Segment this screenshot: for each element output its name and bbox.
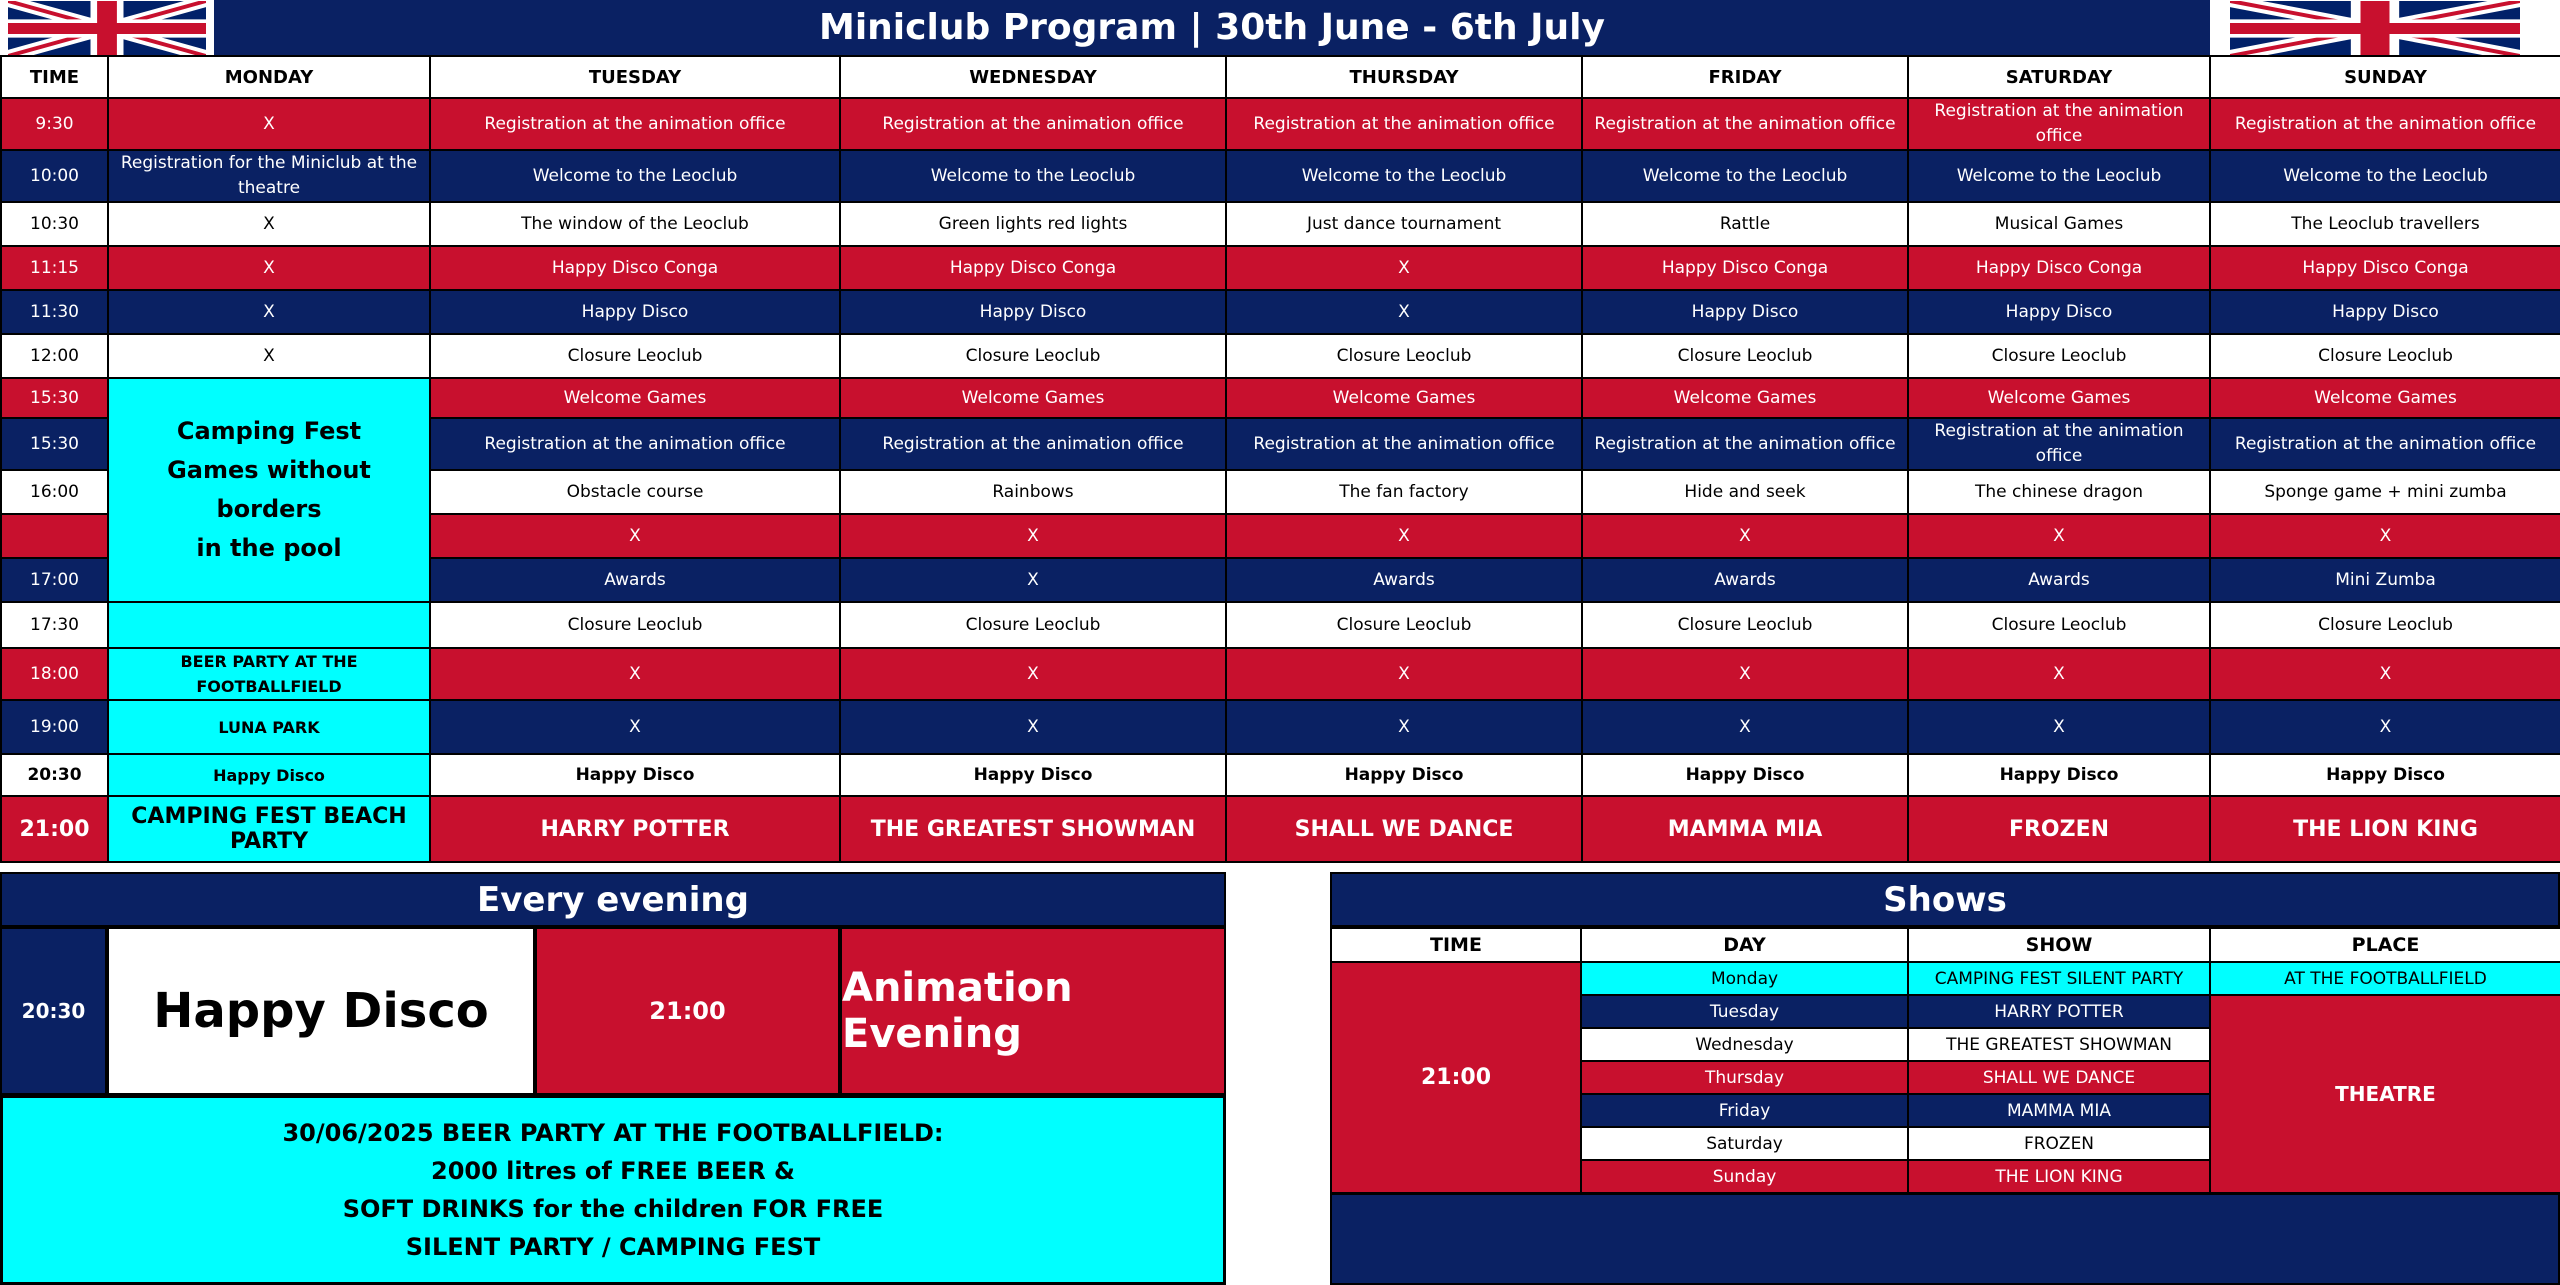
page-title: Miniclub Program | 30th June - 6th July — [214, 0, 2210, 55]
schedule-cell: Welcome to the Leoclub — [2210, 150, 2560, 202]
table-row — [1, 246, 2560, 290]
time-cell: 11:15 — [1, 246, 108, 290]
info-line: 30/06/2025 BEER PARTY AT THE FOOTBALLFIELD: — [282, 1119, 944, 1147]
camping-fest-line: Games without borders — [167, 456, 371, 523]
time-cell: 10:30 — [1, 202, 108, 246]
show-name: CAMPING FEST SILENT PARTY — [1908, 962, 2210, 995]
table-row — [1, 700, 2560, 754]
table-row — [1, 290, 2560, 334]
schedule-cell: Awards — [1908, 558, 2210, 602]
column-header: WEDNESDAY — [840, 56, 1226, 98]
schedule-cell: X — [1582, 514, 1908, 558]
uk-flag-icon — [2230, 1, 2520, 56]
weekly-schedule-table — [0, 55, 2560, 863]
show-day: Thursday — [1581, 1061, 1908, 1094]
schedule-cell: Welcome Games — [1226, 378, 1582, 418]
info-line: SOFT DRINKS for the children FOR FREE — [342, 1195, 884, 1223]
schedule-cell: SHALL WE DANCE — [1226, 796, 1582, 862]
schedule-cell: Happy Disco — [430, 754, 840, 796]
evening-label-1: Happy Disco — [107, 927, 535, 1095]
schedule-cell: Happy Disco — [1908, 754, 2210, 796]
schedule-cell: Happy Disco — [1582, 290, 1908, 334]
schedule-cell: Welcome to the Leoclub — [1582, 150, 1908, 202]
schedule-cell: Registration at the animation office — [2210, 418, 2560, 470]
shows-header-row — [1331, 928, 2560, 962]
info-line: SILENT PARTY / CAMPING FEST — [405, 1233, 821, 1261]
monday-cell: X — [108, 202, 430, 246]
schedule-cell: The Leoclub travellers — [2210, 202, 2560, 246]
schedule-cell: X — [430, 514, 840, 558]
time-cell: 20:30 — [1, 754, 108, 796]
every-evening-title: Every evening — [0, 872, 1226, 927]
schedule-cell: Happy Disco Conga — [1908, 246, 2210, 290]
schedule-cell: Awards — [430, 558, 840, 602]
schedule-cell: Happy Disco Conga — [2210, 246, 2560, 290]
schedule-cell: Welcome to the Leoclub — [1226, 150, 1582, 202]
evening-time-2: 21:00 — [535, 927, 840, 1095]
schedule-cell: Welcome to the Leoclub — [840, 150, 1226, 202]
table-row — [1, 202, 2560, 246]
schedule-cell: X — [1226, 648, 1582, 700]
schedule-cell: Obstacle course — [430, 470, 840, 514]
schedule-cell: Closure Leoclub — [1226, 334, 1582, 378]
schedule-cell: The window of the Leoclub — [430, 202, 840, 246]
schedule-cell: X — [2210, 648, 2560, 700]
schedule-cell: Closure Leoclub — [430, 602, 840, 648]
show-name: THE GREATEST SHOWMAN — [1908, 1028, 2210, 1061]
table-row — [1, 334, 2560, 378]
schedule-cell: X — [840, 700, 1226, 754]
schedule-cell: X — [1226, 514, 1582, 558]
time-cell: 12:00 — [1, 334, 108, 378]
column-header: SATURDAY — [1908, 56, 2210, 98]
schedule-cell: X — [1908, 700, 2210, 754]
show-day: Wednesday — [1581, 1028, 1908, 1061]
schedule-cell: Registration at the animation office — [1226, 418, 1582, 470]
schedule-cell: Happy Disco Conga — [840, 246, 1226, 290]
schedule-cell: Welcome Games — [430, 378, 840, 418]
schedule-cell: X — [1582, 700, 1908, 754]
schedule-cell: Rainbows — [840, 470, 1226, 514]
time-cell: 21:00 — [1, 796, 108, 862]
schedule-header-row — [1, 56, 2560, 98]
schedule-cell: Happy Disco Conga — [430, 246, 840, 290]
monday-cell: X — [108, 334, 430, 378]
schedule-cell: Musical Games — [1908, 202, 2210, 246]
time-cell: 19:00 — [1, 700, 108, 754]
shows-title: Shows — [1330, 872, 2560, 927]
schedule-cell: Welcome Games — [2210, 378, 2560, 418]
schedule-cell: The chinese dragon — [1908, 470, 2210, 514]
schedule-cell: Closure Leoclub — [1908, 602, 2210, 648]
schedule-cell: Happy Disco — [1582, 754, 1908, 796]
schedule-cell: Closure Leoclub — [840, 602, 1226, 648]
time-cell — [1, 514, 108, 558]
schedule-cell: Happy Disco — [2210, 754, 2560, 796]
column-header: SUNDAY — [2210, 56, 2560, 98]
schedule-cell: X — [1226, 246, 1582, 290]
table-row — [1, 796, 2560, 862]
shows-table — [1330, 927, 2560, 1194]
schedule-cell: The fan factory — [1226, 470, 1582, 514]
time-cell: 15:30 — [1, 418, 108, 470]
schedule-cell: Happy Disco Conga — [1582, 246, 1908, 290]
schedule-cell: X — [1908, 648, 2210, 700]
monday-cell: BEER PARTY AT THE FOOTBALLFIELD — [108, 648, 430, 700]
show-name: HARRY POTTER — [1908, 995, 2210, 1028]
monday-cell: X — [108, 246, 430, 290]
info-line: 2000 litres of FREE BEER & — [431, 1157, 795, 1185]
schedule-cell: Closure Leoclub — [2210, 334, 2560, 378]
table-row — [1, 648, 2560, 700]
column-header: PLACE — [2210, 928, 2560, 962]
schedule-cell: Hide and seek — [1582, 470, 1908, 514]
schedule-cell: Just dance tournament — [1226, 202, 1582, 246]
monday-cell: X — [108, 98, 430, 150]
schedule-cell: MAMMA MIA — [1582, 796, 1908, 862]
shows-time: 21:00 — [1331, 962, 1581, 1193]
schedule-cell: Awards — [1582, 558, 1908, 602]
schedule-cell: THE LION KING — [2210, 796, 2560, 862]
schedule-cell: X — [840, 514, 1226, 558]
schedule-cell: Happy Disco — [430, 290, 840, 334]
schedule-cell: Registration at the animation office — [2210, 98, 2560, 150]
column-header: THURSDAY — [1226, 56, 1582, 98]
schedule-cell: HARRY POTTER — [430, 796, 840, 862]
column-header: SHOW — [1908, 928, 2210, 962]
schedule-cell: Happy Disco — [2210, 290, 2560, 334]
schedule-cell: Registration at the animation office — [1582, 418, 1908, 470]
time-cell: 16:00 — [1, 470, 108, 514]
show-day: Monday — [1581, 962, 1908, 995]
schedule-cell: Happy Disco — [1226, 754, 1582, 796]
column-header: MONDAY — [108, 56, 430, 98]
camping-fest-line: Camping Fest — [176, 417, 362, 445]
schedule-cell: X — [430, 700, 840, 754]
camping-fest-line: in the pool — [196, 534, 342, 562]
schedule-cell: Registration at the animation office — [1908, 98, 2210, 150]
schedule-cell: Closure Leoclub — [1582, 602, 1908, 648]
show-name: THE LION KING — [1908, 1160, 2210, 1193]
schedule-cell: Closure Leoclub — [1226, 602, 1582, 648]
column-header: FRIDAY — [1582, 56, 1908, 98]
schedule-cell: Welcome Games — [1582, 378, 1908, 418]
column-header: TUESDAY — [430, 56, 840, 98]
schedule-cell: Awards — [1226, 558, 1582, 602]
evening-time-1: 20:30 — [0, 927, 107, 1095]
schedule-cell: Registration at the animation office — [840, 98, 1226, 150]
evening-label-2: Animation Evening — [840, 927, 1226, 1095]
monday-cell: X — [108, 290, 430, 334]
schedule-cell: X — [1908, 514, 2210, 558]
show-name: FROZEN — [1908, 1127, 2210, 1160]
flag-right-box — [2210, 0, 2560, 55]
monday-cell: Happy Disco — [108, 754, 430, 796]
show-day: Saturday — [1581, 1127, 1908, 1160]
schedule-cell: Welcome to the Leoclub — [1908, 150, 2210, 202]
schedule-cell: Registration at the animation office — [430, 418, 840, 470]
show-day: Sunday — [1581, 1160, 1908, 1193]
schedule-cell: Registration at the animation office — [430, 98, 840, 150]
schedule-cell: Green lights red lights — [840, 202, 1226, 246]
schedule-cell: X — [840, 648, 1226, 700]
monday-camping-fest-block — [108, 378, 430, 602]
schedule-cell: Closure Leoclub — [1582, 334, 1908, 378]
schedule-cell: X — [430, 648, 840, 700]
table-row — [1, 150, 2560, 202]
schedule-cell: Registration at the animation office — [840, 418, 1226, 470]
table-row — [1331, 962, 2560, 995]
monday-cell: LUNA PARK — [108, 700, 430, 754]
show-name: MAMMA MIA — [1908, 1094, 2210, 1127]
time-cell: 18:00 — [1, 648, 108, 700]
schedule-cell: Welcome to the Leoclub — [430, 150, 840, 202]
schedule-cell: Registration at the animation office — [1226, 98, 1582, 150]
schedule-cell: Mini Zumba — [2210, 558, 2560, 602]
schedule-cell: Happy Disco — [840, 754, 1226, 796]
schedule-cell: Sponge game + mini zumba — [2210, 470, 2560, 514]
schedule-cell: Welcome Games — [1908, 378, 2210, 418]
flag-left-box — [0, 0, 214, 55]
show-day: Friday — [1581, 1094, 1908, 1127]
schedule-cell: X — [2210, 514, 2560, 558]
beer-party-info-box — [0, 1095, 1226, 1285]
time-cell: 17:00 — [1, 558, 108, 602]
schedule-cell: Registration at the animation office — [1908, 418, 2210, 470]
show-place: AT THE FOOTBALLFIELD — [2210, 962, 2560, 995]
table-row — [1, 754, 2560, 796]
schedule-cell: X — [2210, 700, 2560, 754]
schedule-cell: Closure Leoclub — [2210, 602, 2560, 648]
schedule-cell: X — [1226, 700, 1582, 754]
time-cell: 10:00 — [1, 150, 108, 202]
table-row — [1, 602, 2560, 648]
schedule-cell: Welcome Games — [840, 378, 1226, 418]
show-name: SHALL WE DANCE — [1908, 1061, 2210, 1094]
schedule-cell: Closure Leoclub — [840, 334, 1226, 378]
schedule-cell: Happy Disco — [840, 290, 1226, 334]
schedule-cell: Closure Leoclub — [430, 334, 840, 378]
column-header: TIME — [1, 56, 108, 98]
schedule-cell: Registration at the animation office — [1582, 98, 1908, 150]
monday-cell: CAMPING FEST BEACH PARTY — [108, 796, 430, 862]
table-row — [1, 378, 2560, 418]
shows-footer-band — [1330, 1193, 2560, 1285]
schedule-cell: Rattle — [1582, 202, 1908, 246]
column-header: TIME — [1331, 928, 1581, 962]
table-row — [1, 98, 2560, 150]
show-day: Tuesday — [1581, 995, 1908, 1028]
schedule-cell: Happy Disco — [1908, 290, 2210, 334]
show-place: THEATRE — [2210, 995, 2560, 1193]
uk-flag-icon — [8, 1, 206, 56]
monday-cell: Registration for the Miniclub at the theatre — [108, 150, 430, 202]
time-cell: 17:30 — [1, 602, 108, 648]
schedule-cell: FROZEN — [1908, 796, 2210, 862]
time-cell: 9:30 — [1, 98, 108, 150]
time-cell: 11:30 — [1, 290, 108, 334]
schedule-cell: X — [1582, 648, 1908, 700]
time-cell: 15:30 — [1, 378, 108, 418]
monday-cell — [108, 602, 430, 648]
schedule-cell: X — [1226, 290, 1582, 334]
column-header: DAY — [1581, 928, 1908, 962]
schedule-cell: Closure Leoclub — [1908, 334, 2210, 378]
schedule-cell: THE GREATEST SHOWMAN — [840, 796, 1226, 862]
schedule-cell: X — [840, 558, 1226, 602]
